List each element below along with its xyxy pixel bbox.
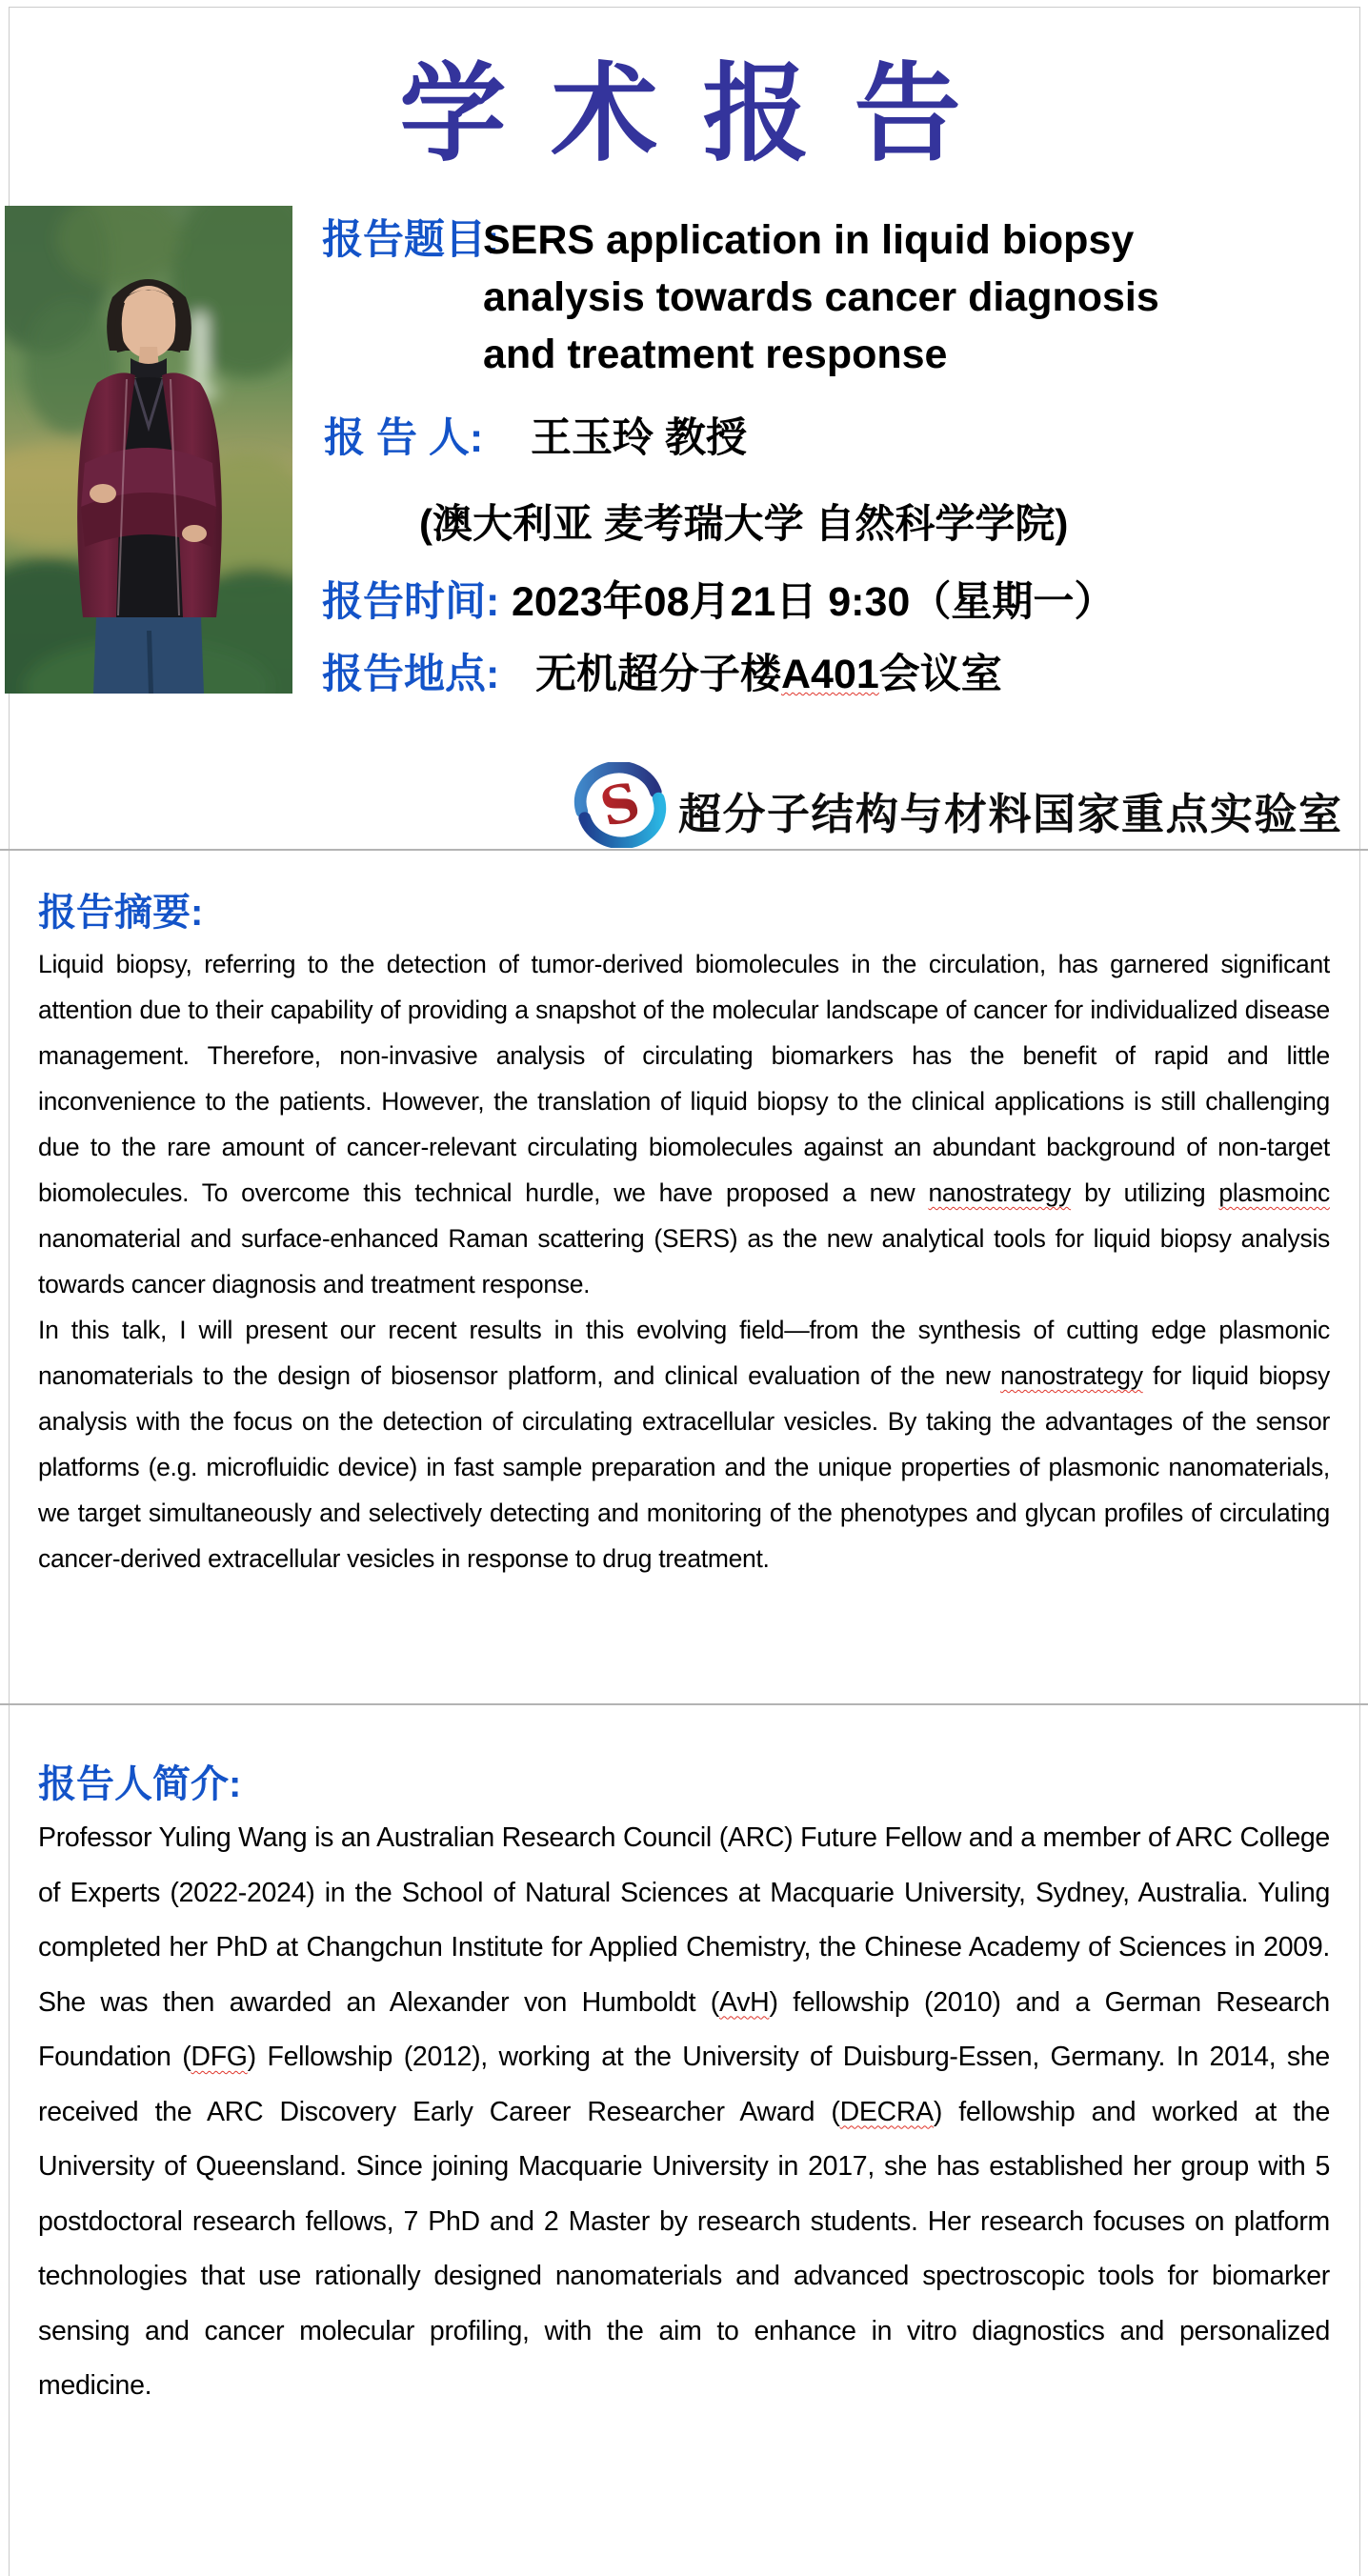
speaker-affiliation: (澳大利亚 麦考瑞大学 自然科学学院): [419, 501, 1069, 546]
page-title: 学 术 报 告: [399, 54, 969, 173]
abstract-text: [38, 941, 1330, 1581]
speaker-name: 王玉玲 教授: [531, 415, 747, 461]
section-divider: [0, 1703, 1368, 1705]
bio-text: [38, 1811, 1330, 2414]
spellcheck-squiggle-word: DFG: [191, 2042, 248, 2072]
abstract-paragraph-2: In this talk, I will present our recent results in this evolving field—from the synthesis of cutting edge plasmonic nanomaterials to the design of biosensor platform, and clinical evaluation of the new nanostrategy for liquid biopsy analysis with the focus on the detection of circulating extracellular vesicles. By taking the advantages of the sensor platforms (e.g. microfluidic device) in fast sample preparation and the unique properties of plasmonic nanomaterials, we target simultaneously and selectively detecting and monitoring of the phenotypes and glycan profiles of circulating cancer-derived extracellular vesicles in response to drug treatment.: [38, 1316, 1330, 1573]
spellcheck-squiggle-word: DECRA: [839, 2096, 934, 2127]
time-value: 2023年08月21日 9:30（星期一）: [512, 579, 1116, 625]
hand: [182, 525, 207, 542]
spellcheck-squiggle-word: AvH: [719, 1986, 770, 2018]
bio-heading: 报告人简介:: [38, 1763, 242, 1805]
venue-label: 报告地点:: [322, 652, 500, 697]
spellcheck-squiggle-word: A401: [781, 652, 879, 697]
fountain: [192, 312, 207, 384]
s-swirl-logo-icon: [573, 762, 667, 848]
topic-title-line-1: SERS application in liquid biopsy: [483, 217, 1135, 263]
topic-title-line-2: analysis towards cancer diagnosis: [483, 274, 1159, 320]
topic-title-line-3: and treatment response: [483, 332, 948, 377]
speaker-photo: [5, 206, 292, 694]
hand: [90, 484, 116, 503]
spellcheck-squiggle-word: nanostrategy: [928, 1178, 1072, 1207]
logo-s-glyph: S: [593, 769, 646, 839]
section-divider: [0, 849, 1368, 851]
bio-paragraph: Professor Yuling Wang is an Australian Research Council (ARC) Future Fellow and a member of ARC College of Experts (2022-2024) in the School of Natural Sciences at Macquarie University, Sydney, Australia. Yuling completed her PhD at Changchun Institute for Applied Chemistry, the Chinese Academy of Sciences in 2009. She was then awarded an Alexander von Humboldt (AvH) fellowship (2010) and a German Research Foundation (DFG) Fellowship (2012), working at the University of Duisburg-Essen, Germany. In 2014, she received the ARC Discovery Early Career Researcher Award (DECRA) fellowship and worked at the University of Queensland. Since joining Macquarie University in 2017, she has established her group with 5 postdoctoral research fellows, 7 PhD and 2 Master by research students. Her research focuses on platform technologies that use rationally designed nanomaterials and advanced spectroscopic tools for biomarker sensing and cancer molecular profiling, with the aim to enhance in vitro diagnostics and personalized medicine.: [38, 1822, 1331, 2401]
speaker-photo-illustration: [5, 206, 292, 694]
abstract-heading: 报告摘要:: [38, 892, 204, 934]
lab-name: 超分子结构与材料国家重点实验室: [678, 791, 1343, 838]
spellcheck-squiggle-word: plasmoinc: [1218, 1178, 1330, 1207]
spellcheck-squiggle-word: nanostrategy: [1000, 1361, 1143, 1390]
lab-logo-icon: [573, 762, 667, 848]
speaker-label: 报 告 人:: [324, 415, 484, 461]
time-label: 报告时间:: [322, 579, 500, 625]
topic-label: 报告题目:: [322, 217, 500, 263]
abstract-paragraph-1: Liquid biopsy, referring to the detection of tumor-derived biomolecules in the circulation, has garnered significant attention due to their capability of providing a snapshot of the molecular landscape of cancer for individualized disease management. Therefore, non-invasive analysis of circulating biomarkers has the benefit of rapid and little inconvenience to the patients. However, the translation of liquid biopsy to the clinical applications is still challenging due to the rare amount of cancer-relevant circulating biomolecules against an abundant background of non-target biomolecules. To overcome this technical hurdle, we have proposed a new nanostrategy by utilizing plasmoinc nanomaterial and surface-enhanced Raman scattering (SERS) as the new analytical tools for liquid biopsy analysis towards cancer diagnosis and treatment response.: [38, 950, 1330, 1298]
venue-value: 无机超分子楼A401会议室: [535, 652, 1002, 697]
